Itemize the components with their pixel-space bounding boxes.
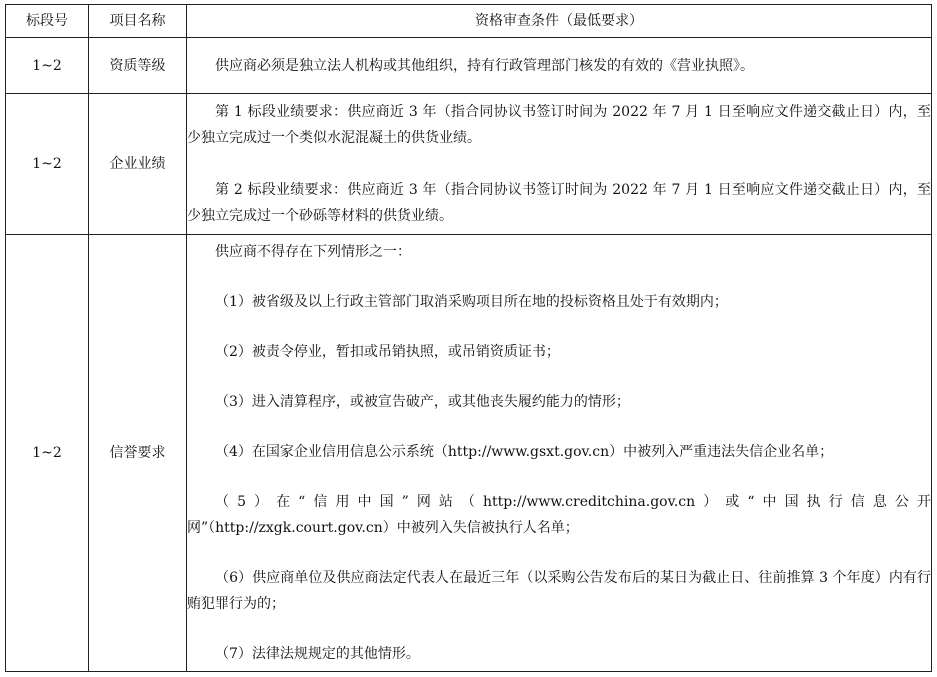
condition-paragraph: （3）进入清算程序，或被宣告破产，或其他丧失履约能力的情形；	[215, 394, 630, 410]
conditions-cell	[187, 38, 932, 94]
table-row-qualification	[6, 38, 932, 94]
condition-paragraph: （5）在“信用中国”网站（http://www.creditchina.gov.cn）或“中国执行信息公开网”（http://zxgk.court.gov.cn）中被列入失信被执行人名单；	[187, 494, 931, 536]
header-conditions: 资格审查条件（最低要求）	[187, 5, 932, 38]
header-segment: 标段号	[6, 5, 89, 38]
condition-paragraph: （6）供应商单位及供应商法定代表人在最近三年（以采购公告发布后的某日为截止日、往前推算 3 个年度）内有行贿犯罪行为的；	[187, 570, 931, 612]
conditions-cell	[187, 235, 932, 672]
item-name-cell: 信誉要求	[89, 235, 187, 672]
item-name-cell: 企业业绩	[89, 94, 187, 235]
segment-cell: 1~2	[6, 38, 89, 94]
condition-paragraph: 供应商不得存在下列情形之一：	[215, 244, 411, 260]
table-row-credit	[6, 235, 932, 672]
condition-paragraph: 第 2 标段业绩要求：供应商近 3 年（指合同协议书签订时间为 2022 年 7 月 1 日至响应文件递交截止日）内，至少独立完成过一个砂砾等材料的供货业绩。	[187, 182, 931, 224]
header-item-name: 项目名称	[89, 5, 187, 38]
condition-paragraph: 供应商必须是独立法人机构或其他组织，持有行政管理部门核发的有效的《营业执照》。	[215, 57, 754, 74]
condition-paragraph: （2）被责令停业，暂扣或吊销执照，或吊销资质证书；	[215, 344, 560, 360]
condition-paragraph: 第 1 标段业绩要求：供应商近 3 年（指合同协议书签订时间为 2022 年 7 月 1 日至响应文件递交截止日）内，至少独立完成过一个类似水泥混凝土的供货业绩。	[187, 104, 931, 146]
table-header-row	[6, 5, 932, 38]
segment-cell: 1~2	[6, 94, 89, 235]
conditions-cell	[187, 94, 932, 235]
condition-paragraph: （7）法律法规规定的其他情形。	[215, 646, 420, 662]
qualification-table	[5, 4, 932, 672]
item-name-cell: 资质等级	[89, 38, 187, 94]
condition-paragraph: （4）在国家企业信用信息公示系统（http://www.gsxt.gov.cn）中被列入严重违法失信企业名单；	[215, 444, 834, 460]
segment-cell: 1~2	[6, 235, 89, 672]
condition-paragraph: （1）被省级及以上行政主管部门取消采购项目所在地的投标资格且处于有效期内；	[215, 294, 728, 310]
table-row-performance	[6, 94, 932, 235]
